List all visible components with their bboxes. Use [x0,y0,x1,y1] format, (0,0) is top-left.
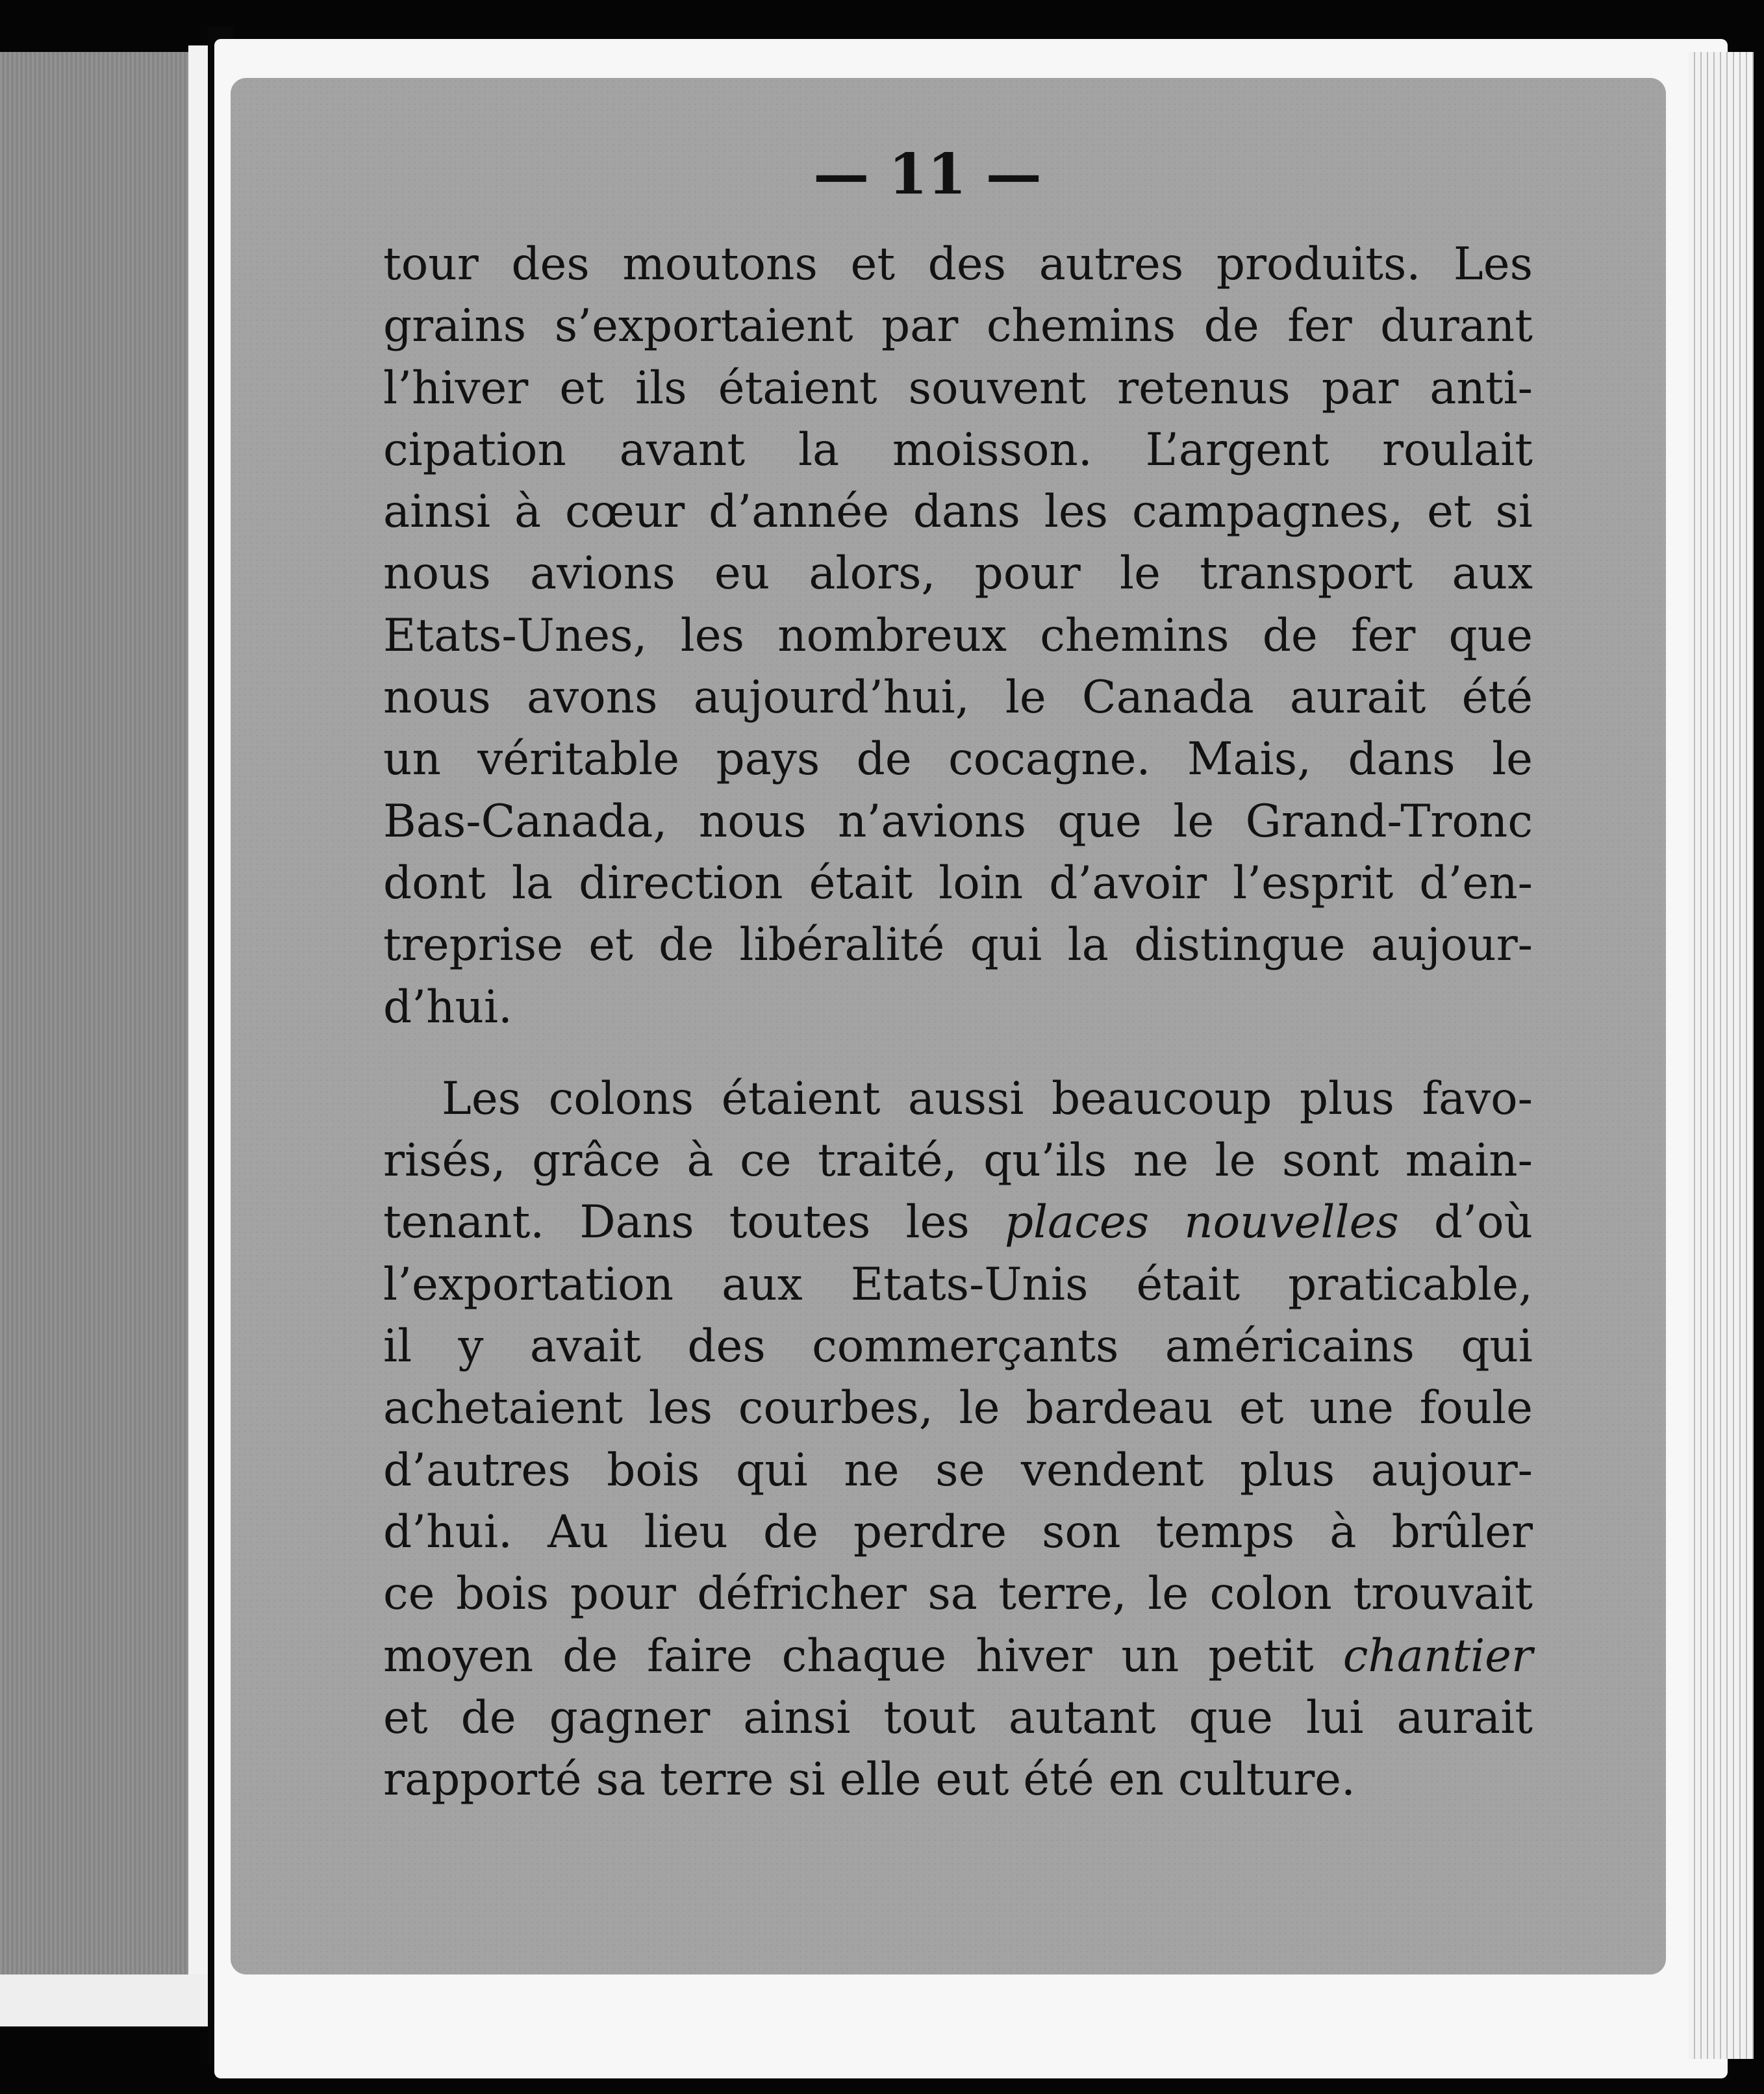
facing-page-edge [188,45,208,2000]
text-line: grains s’exportaient par chemins de fer durant [383,300,1533,353]
paragraph-gap [383,1039,1533,1068]
text-line: l’exportation aux Etats-Unis était praticable, [383,1258,1533,1311]
facing-page-left [0,52,195,1987]
text-line: cipation avant la moisson. L’argent roulait [383,423,1533,476]
text-line: l’hiver et ils étaient souvent retenus par anti- [383,362,1533,414]
text-line: et de gagner ainsi tout autant que lui aurait [383,1691,1533,1744]
text-line [383,1192,1533,1254]
text-line [383,1626,1533,1687]
page-stack-edges [1689,52,1754,2059]
italic-phrase: chantier [1342,1630,1533,1682]
text-run: tenant. Dans toutes les [383,1196,1005,1249]
text-line: risés, grâce à ce traité, qu’ils ne le sont main- [383,1135,1533,1187]
text-line: achetaient les courbes, le bardeau et une foule [383,1382,1533,1435]
text-line: d’autres bois qui ne se vendent plus aujour- [383,1444,1533,1496]
body-text [383,234,1533,1811]
text-line: Bas-Canada, nous n’avions que le Grand-Tronc [383,795,1533,848]
text-line: d’hui. [383,981,512,1033]
text-line: treprise et de libéralité qui la distingue aujour- [383,919,1533,972]
paragraph-1 [383,234,1533,1039]
text-line: nous avions eu alors, pour le transport aux [383,548,1533,600]
text-line: ainsi à cœur d’année dans les campagnes, et si [383,486,1533,538]
text-run: moyen de faire chaque hiver un petit [383,1630,1343,1682]
text-line: rapporté sa terre si elle eut été en culture. [383,1754,1355,1806]
text-line: Etats-Unes, les nombreux chemins de fer que [383,609,1533,662]
facing-page-bottom-margin [0,1974,208,2026]
text-run: d’où [1398,1196,1533,1249]
paragraph-2 [383,1068,1533,1811]
italic-phrase: places nouvelles [1004,1196,1399,1249]
text-line: il y avait des commerçants américains qui [383,1320,1533,1373]
text-line: nous avons aujourd’hui, le Canada aurait été [383,672,1533,724]
text-line: un véritable pays de cocagne. Mais, dans le [383,733,1533,786]
text-line: d’hui. Au lieu de perdre son temps à brûler [383,1506,1533,1558]
page-number: — 11 — [813,142,1042,207]
text-line: tour des moutons et des autres produits. Les [383,238,1533,290]
text-line: ce bois pour défricher sa terre, le colon trouvait [383,1568,1533,1621]
text-line: dont la direction était loin d’avoir l’esprit d’en- [383,857,1533,909]
text-line: Les colons étaient aussi beaucoup plus favo- [442,1072,1533,1125]
